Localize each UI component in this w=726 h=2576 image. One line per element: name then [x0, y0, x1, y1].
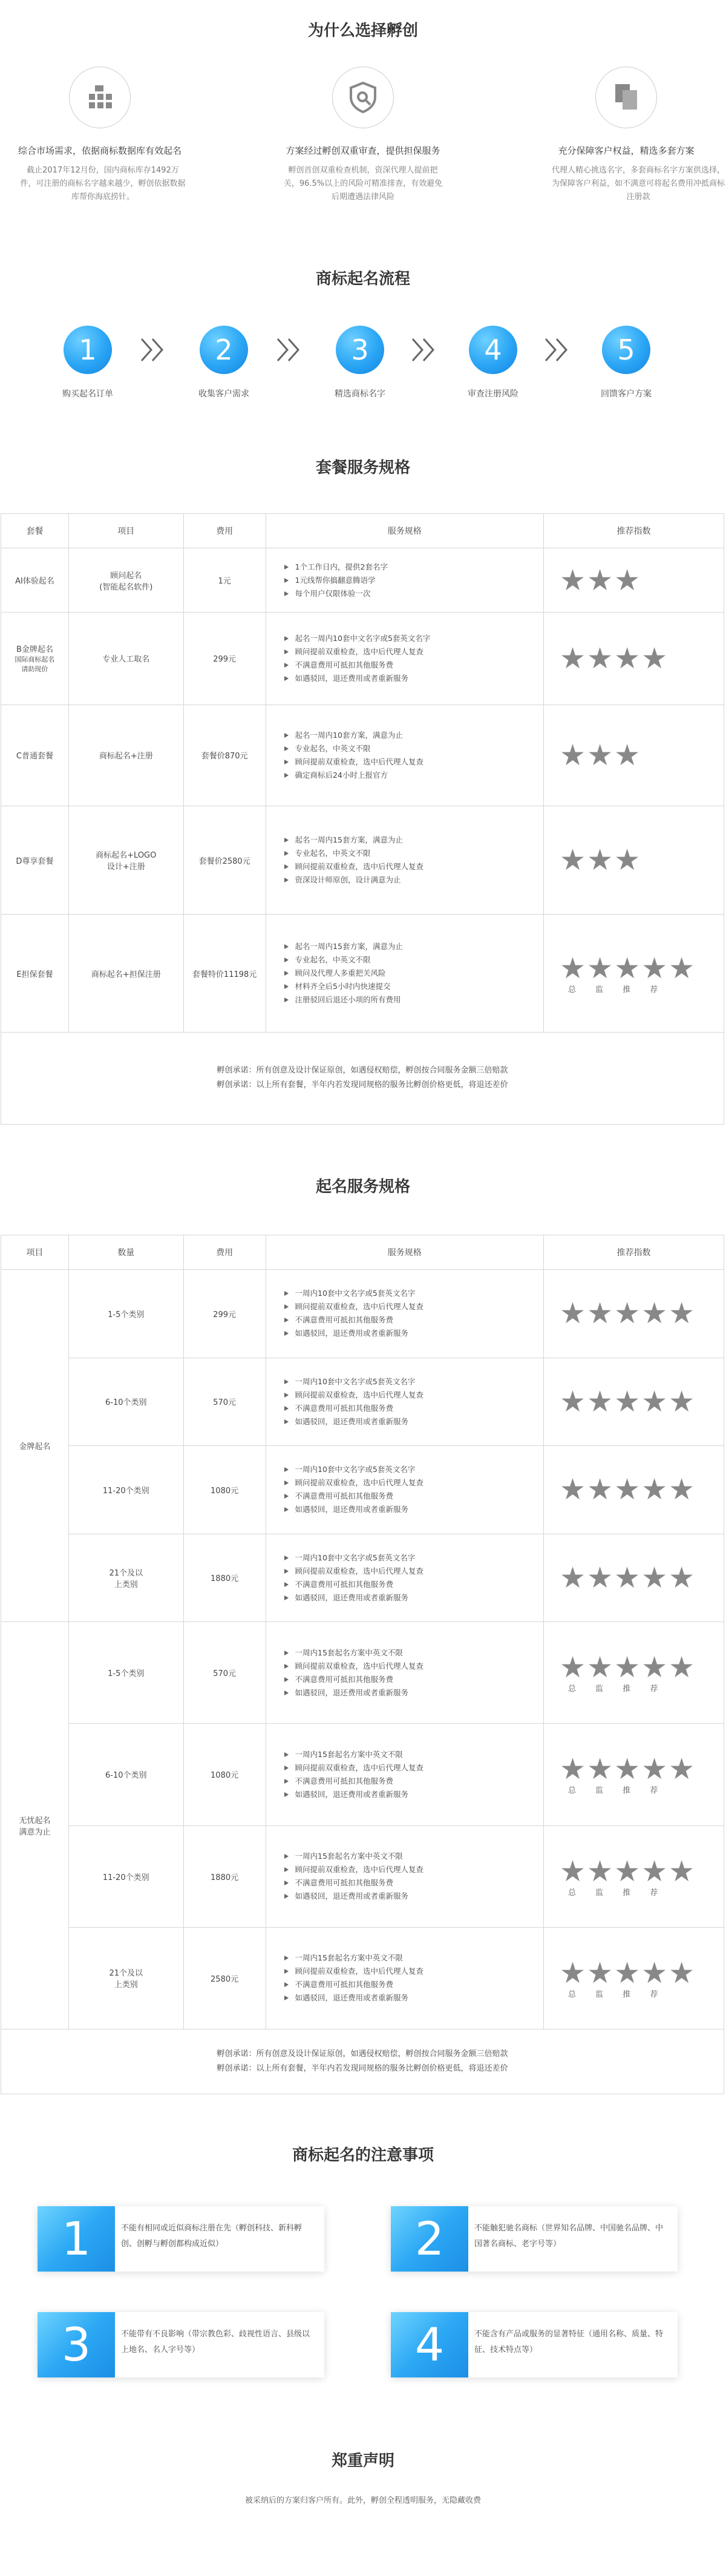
rating-stars: [544, 953, 724, 984]
fee-cell: 570元: [183, 1622, 266, 1724]
step-label: 精选商标名字: [335, 389, 385, 399]
star-icon: ★: [641, 1296, 669, 1331]
rating-cell: [544, 548, 724, 613]
star-icon: ★: [614, 951, 642, 985]
why-text: 代理人精心挑选名字，多套商标名字方案供选择，为保障客户利益，如不满意可将起名费用冲抵商标注册款: [551, 166, 725, 202]
star-icon: ★: [614, 1854, 642, 1888]
star-icon: ★: [560, 1651, 587, 1685]
rating-cell: [544, 1358, 724, 1446]
star-icon: ★: [614, 1384, 642, 1419]
quantity-cell: 6-10个类别: [68, 1724, 183, 1825]
rating-stars: [544, 1298, 724, 1329]
package-project: 商标起名+担保注册: [68, 915, 183, 1033]
star-icon: ★: [614, 1473, 642, 1507]
notice-card: [391, 2312, 678, 2377]
star-icon: ★: [641, 1560, 669, 1595]
star-icon: ★: [587, 1384, 615, 1419]
column-header: 项目: [1, 1235, 69, 1270]
star-icon: ★: [669, 1752, 696, 1787]
rule-item: 顾问提前双重检查，选中后代理人复查: [284, 1965, 544, 1978]
rating-cell: [544, 1724, 724, 1825]
rule-item: 一周内10套中文名字或5套英文名字: [284, 1551, 544, 1565]
rule-item: 如遇驳回，退还费用或者重新服务: [284, 1503, 544, 1516]
package-name-cell: [1, 548, 69, 613]
rules-cell: [266, 613, 543, 705]
rating-cell: [544, 1825, 724, 1927]
rule-item: 顾问提前双重检查，选中后代理人复查: [284, 1660, 544, 1673]
rating-stars: [544, 1474, 724, 1505]
fee-cell: 1880元: [183, 1825, 266, 1927]
chevron-right-icon: [410, 335, 437, 364]
rule-item: 不满意费用可抵扣其他服务费: [284, 1673, 544, 1686]
group-name: 金牌起名: [1, 1270, 69, 1622]
table-row: [1, 1358, 724, 1446]
star-icon: ★: [614, 1560, 642, 1595]
quantity-cell: 11-20个类别: [68, 1446, 183, 1534]
rating-caption: 总 监 推 荐: [568, 985, 658, 994]
star-icon: ★: [614, 563, 642, 597]
notice-text: 不能带有不良影响（带宗教色彩、歧视性语言、县级以上地名、名人字号等）: [121, 2330, 310, 2354]
star-icon: ★: [669, 1651, 696, 1685]
rule-item: 顾问提前双重检查，选中后代理人复查: [284, 1565, 544, 1578]
step-number: 4: [469, 326, 517, 374]
package-name: AI体验起名: [15, 577, 54, 586]
fee-cell: 2580元: [183, 1927, 266, 2029]
why-heading: 综合市场需求，依据商标数据库有效起名: [18, 145, 182, 156]
star-icon: ★: [641, 641, 669, 675]
rule-item: 不满意费用可抵扣其他服务费: [284, 1876, 544, 1890]
rules-cell: [266, 1622, 544, 1724]
table-row: [1, 1825, 724, 1927]
step-number: 1: [64, 326, 112, 374]
rating-cell: [544, 1534, 724, 1622]
table-row: [1, 915, 724, 1033]
package-fee: 套餐价870元: [183, 705, 266, 806]
rules-cell: [266, 1825, 544, 1927]
column-header: 数量: [68, 1235, 183, 1270]
naming-table: [1, 1235, 724, 2094]
rule-item: 如遇驳回，退还费用或者重新服务: [284, 1591, 544, 1605]
rules-cell: [266, 705, 543, 806]
rating-stars: [544, 1753, 724, 1785]
table-header-row: [1, 514, 724, 548]
rating-stars: [544, 643, 724, 674]
star-icon: ★: [587, 1473, 615, 1507]
star-icon: ★: [669, 1956, 696, 1990]
notice-card: [38, 2312, 324, 2377]
why-col-documents: [526, 67, 726, 204]
star-icon: ★: [587, 1651, 615, 1685]
packages-title: 套餐服务规格: [315, 459, 410, 477]
quantity-cell: 1-5个类别: [68, 1622, 183, 1724]
rules-cell: [266, 1927, 544, 2029]
packages-table: [1, 513, 724, 1125]
star-icon: ★: [587, 1560, 615, 1595]
rules-list: [266, 833, 543, 887]
rating-cell: [544, 1622, 724, 1724]
notes-cell: [1, 1032, 724, 1124]
column-header: 套餐: [1, 514, 69, 548]
rules-list: [266, 632, 543, 685]
rule-item: 注册驳回后退还小项的所有费用: [284, 993, 543, 1007]
rule-item: 确定商标后24小时上报官方: [284, 769, 543, 782]
star-icon: ★: [587, 951, 615, 985]
star-icon: ★: [641, 1473, 669, 1507]
process-step: [169, 326, 278, 399]
rating-caption: 总 监 推 荐: [568, 1888, 658, 1898]
note-line: 孵创承诺：所有创意及设计保证原创，如遇侵权赔偿，孵创按合同服务金额三倍赔款: [217, 2049, 508, 2059]
package-name-cell: [1, 806, 69, 914]
star-icon: ★: [560, 1384, 587, 1419]
package-project: 顾问起名 (智能起名软件): [68, 548, 183, 613]
step-label: 审查注册风险: [468, 389, 518, 399]
note-line: 孵创承诺：以上所有套餐，半年内若发现同规格的服务比孵创价格更低，将退还差价: [217, 1080, 508, 1090]
process-step: [439, 326, 548, 399]
step-number: 2: [200, 326, 248, 374]
rule-item: 一周内10套中文名字或5套英文名字: [284, 1375, 544, 1388]
rules-list: [266, 1951, 544, 2005]
rating-stars: [544, 1652, 724, 1683]
star-icon: ★: [641, 1651, 669, 1685]
star-icon: ★: [560, 1752, 587, 1787]
notice-number: 3: [38, 2312, 115, 2377]
star-icon: ★: [587, 641, 615, 675]
star-icon: ★: [560, 738, 587, 772]
rating-stars: [544, 1957, 724, 1989]
rule-item: 如遇驳回，退还费用或者重新服务: [284, 1991, 544, 2005]
column-header: 项目: [68, 514, 183, 548]
star-icon: ★: [641, 1752, 669, 1787]
rule-item: 如遇驳回，退还费用或者重新服务: [284, 1890, 544, 1903]
package-name: E担保套餐: [16, 970, 53, 979]
star-icon: ★: [560, 1296, 587, 1331]
rule-item: 起名一周内15套方案，满意为止: [284, 833, 543, 847]
package-fee: 套餐特价11198元: [183, 915, 266, 1033]
column-header: 推荐指数: [544, 1235, 724, 1270]
package-project: 专业人工取名: [68, 613, 183, 705]
column-header: 费用: [183, 1235, 266, 1270]
star-icon: ★: [669, 1473, 696, 1507]
table-row: [1, 613, 724, 705]
notice-number: 2: [391, 2206, 468, 2272]
rule-item: 不满意费用可抵扣其他服务费: [284, 1978, 544, 1991]
rule-item: 不满意费用可抵扣其他服务费: [284, 1313, 544, 1327]
rule-item: 专业起名，中英文不限: [284, 742, 543, 755]
rule-item: 起名一周内15套方案，满意为止: [284, 940, 543, 953]
shield-icon: [332, 67, 394, 128]
package-name: D尊享套餐: [16, 856, 54, 866]
note-line: 孵创承诺：以上所有套餐，半年内若发现同规格的服务比孵创价格更低，将退还差价: [217, 2064, 508, 2074]
table-row: [1, 705, 724, 806]
quantity-cell: 1-5个类别: [68, 1270, 183, 1358]
star-icon: ★: [641, 951, 669, 985]
table-row: [1, 1927, 724, 2029]
rules-cell: [266, 1446, 544, 1534]
column-header: 费用: [183, 514, 266, 548]
rating-stars: [544, 1386, 724, 1418]
star-icon: ★: [560, 951, 587, 985]
table-row: [1, 1724, 724, 1825]
rules-cell: [266, 548, 543, 613]
star-icon: ★: [587, 1956, 615, 1990]
naming-title: 起名服务规格: [315, 1178, 410, 1196]
rules-cell: [266, 1358, 544, 1446]
rule-item: 顾问提前双重检查，选中后代理人复查: [284, 1863, 544, 1876]
star-icon: ★: [669, 1384, 696, 1419]
star-icon: ★: [614, 1651, 642, 1685]
package-name-sub: 国际商标起名 请助现价: [15, 656, 55, 674]
rule-item: 如遇驳回，退还费用或者重新服务: [284, 672, 543, 685]
rule-item: 一周内15套起名方案中英文不限: [284, 1951, 544, 1965]
rating-caption: 总 监 推 荐: [568, 1684, 658, 1694]
column-header: 服务规格: [266, 1235, 544, 1270]
star-icon: ★: [614, 738, 642, 772]
star-icon: ★: [560, 1473, 587, 1507]
rule-item: 不满意费用可抵扣其他服务费: [284, 1578, 544, 1591]
process-step: [33, 326, 142, 399]
declaration-title: 郑重声明: [331, 2452, 394, 2470]
rules-list: [266, 1287, 544, 1340]
package-name: B金牌起名: [16, 645, 53, 655]
step-label: 购买起名订单: [62, 389, 113, 399]
table-row: [1, 806, 724, 914]
rules-list: [266, 1375, 544, 1428]
rule-item: 一周内15套起名方案中英文不限: [284, 1748, 544, 1761]
notice-text: 不能触犯驰名商标（世界知名品牌、中国驰名品牌、中国著名商标、老字号等）: [474, 2224, 664, 2249]
rating-stars: [544, 740, 724, 771]
rule-item: 顾问提前双重检查，选中后代理人复查: [284, 1300, 544, 1313]
why-heading: 充分保障客户权益，精选多套方案: [558, 145, 695, 156]
step-number: 5: [602, 326, 650, 374]
rule-item: 一周内10套中文名字或5套英文名字: [284, 1287, 544, 1300]
package-fee: 套餐价2580元: [183, 806, 266, 914]
star-icon: ★: [560, 641, 587, 675]
star-icon: ★: [614, 1752, 642, 1787]
star-icon: ★: [641, 1956, 669, 1990]
rules-cell: [266, 915, 543, 1033]
rules-list: [266, 940, 543, 1007]
quantity-cell: 11-20个类别: [68, 1825, 183, 1927]
fee-cell: 1080元: [183, 1724, 266, 1825]
rules-cell: [266, 1724, 544, 1825]
star-icon: ★: [587, 1854, 615, 1888]
rule-item: 每个用户仅限体验一次: [284, 587, 543, 600]
package-name-cell: [1, 705, 69, 806]
table-row: [1, 1622, 724, 1724]
star-icon: ★: [560, 1560, 587, 1595]
chevron-right-icon: [543, 335, 570, 364]
notice-card: [38, 2206, 324, 2272]
group-name: 无忧起名 满意为止: [1, 1622, 69, 2029]
star-icon: ★: [669, 1854, 696, 1888]
notice-number: 4: [391, 2312, 468, 2377]
rules-list: [266, 1748, 544, 1801]
column-header: 服务规格: [266, 514, 543, 548]
notice-text: 不能有相同或近似商标注册在先（孵创科技、新科孵创、创孵与孵创都构成近似）: [121, 2224, 302, 2249]
rule-item: 顾问提前双重检查，选中后代理人复查: [284, 1476, 544, 1490]
quantity-cell: 6-10个类别: [68, 1358, 183, 1446]
process-title: 商标起名流程: [315, 270, 410, 288]
rule-item: 顾问提前双重检查，选中后代理人复查: [284, 755, 543, 769]
star-icon: ★: [587, 1752, 615, 1787]
rating-stars: [544, 565, 724, 596]
table-row: [1, 1270, 724, 1358]
star-icon: ★: [560, 563, 587, 597]
star-icon: ★: [587, 1296, 615, 1331]
rule-item: 1个工作日内，提供2套名字: [284, 560, 543, 574]
rules-list: [266, 1551, 544, 1605]
notes-row: [1, 1032, 724, 1124]
rating-cell: [544, 806, 724, 914]
rule-item: 不满意费用可抵扣其他服务费: [284, 1775, 544, 1788]
rules-list: [266, 1850, 544, 1903]
rules-list: [266, 560, 543, 600]
step-label: 回馈客户方案: [601, 389, 652, 399]
star-icon: ★: [560, 1956, 587, 1990]
rules-cell: [266, 806, 543, 914]
why-heading: 方案经过孵创双重审查，提供担保服务: [286, 145, 440, 156]
rule-item: 顾问提前双重检查，选中后代理人复查: [284, 1761, 544, 1775]
package-project: 商标起名+LOGO 设计+注册: [68, 806, 183, 914]
quantity-cell: 21个及以 上类别: [68, 1534, 183, 1622]
star-icon: ★: [641, 1854, 669, 1888]
package-fee: 1元: [183, 548, 266, 613]
table-row: [1, 548, 724, 613]
star-icon: ★: [587, 563, 615, 597]
why-col-shield: [263, 67, 463, 204]
rule-item: 1元线帮你搞翻意腾语学: [284, 574, 543, 587]
rating-caption: 总 监 推 荐: [568, 1990, 658, 1999]
rating-caption: 总 监 推 荐: [568, 1786, 658, 1796]
rating-cell: [544, 1270, 724, 1358]
why-col-database: [0, 67, 200, 204]
star-icon: ★: [669, 1560, 696, 1595]
rating-stars: [544, 844, 724, 876]
rule-item: 资深设计师原创，设计满意为止: [284, 873, 543, 887]
notice-number: 1: [38, 2206, 115, 2272]
notice-title: 商标起名的注意事项: [292, 2146, 434, 2164]
rules-cell: [266, 1534, 544, 1622]
table-row: [1, 1446, 724, 1534]
star-icon: ★: [641, 1384, 669, 1419]
fee-cell: 570元: [183, 1358, 266, 1446]
why-title: 为什么选择孵创: [307, 22, 418, 40]
rule-item: 顾问提前双重检查，选中后代理人复查: [284, 860, 543, 873]
package-name: C普通套餐: [16, 752, 53, 761]
rating-cell: [544, 1927, 724, 2029]
chevron-right-icon: [275, 335, 302, 364]
rules-cell: [266, 1270, 544, 1358]
fee-cell: 1080元: [183, 1446, 266, 1534]
why-text: 孵创首创双重检查机制，资深代理人提前把关，96.5%以上的风险可精准排查，有效避免后期遭遇法律风险: [283, 166, 443, 202]
star-icon: ★: [560, 1854, 587, 1888]
why-text: 截止2017年12月份，国内商标库存1492万件，可注册的商标名字越来越少，孵创依据数据库帮你海底捞针。: [20, 166, 186, 202]
quantity-cell: 21个及以 上类别: [68, 1927, 183, 2029]
star-icon: ★: [614, 1956, 642, 1990]
notes-row: [1, 2029, 724, 2094]
rules-list: [266, 1646, 544, 1700]
rating-cell: [544, 1446, 724, 1534]
notice-text: 不能含有产品或服务的显著特征（通用名称、质量、特征、技术特点等）: [474, 2330, 664, 2354]
star-icon: ★: [614, 641, 642, 675]
package-fee: 299元: [183, 613, 266, 705]
fee-cell: 1880元: [183, 1534, 266, 1622]
process-step: [306, 326, 414, 399]
chevron-right-icon: [139, 335, 166, 364]
rating-cell: [544, 915, 724, 1033]
star-icon: ★: [587, 738, 615, 772]
rating-stars: [544, 1856, 724, 1887]
star-icon: ★: [560, 843, 587, 878]
rules-list: [266, 729, 543, 782]
rating-stars: [544, 1562, 724, 1594]
declaration-text: 被采纳后的方案归客户所有。此外，孵创全程透明服务，无隐藏收费: [244, 2496, 481, 2505]
rule-item: 起名一周内10套方案，满意为止: [284, 729, 543, 742]
rule-item: 如遇驳回，退还费用或者重新服务: [284, 1327, 544, 1340]
rule-item: 一周内10套中文名字或5套英文名字: [284, 1463, 544, 1476]
package-project: 商标起名+注册: [68, 705, 183, 806]
rating-cell: [544, 613, 724, 705]
rule-item: 专业起名，中英文不限: [284, 847, 543, 860]
rule-item: 如遇驳回，退还费用或者重新服务: [284, 1788, 544, 1801]
process-step: [572, 326, 681, 399]
rule-item: 不满意费用可抵扣其他服务费: [284, 659, 543, 672]
rule-item: 一周内15套起名方案中英文不限: [284, 1646, 544, 1660]
table-header-row: [1, 1235, 724, 1270]
notes-cell: [1, 2029, 724, 2094]
rules-list: [266, 1463, 544, 1516]
rule-item: 顾问提前双重检查，选中后代理人复查: [284, 1388, 544, 1402]
note-line: 孵创承诺：所有创意及设计保证原创，如遇侵权赔偿，孵创按合同服务金额三倍赔款: [217, 1066, 508, 1076]
star-icon: ★: [614, 843, 642, 878]
fee-cell: 299元: [183, 1270, 266, 1358]
table-row: [1, 1534, 724, 1622]
rule-item: 顾问提前双重检查，选中后代理人复查: [284, 645, 543, 659]
star-icon: ★: [587, 843, 615, 878]
star-icon: ★: [669, 1296, 696, 1331]
step-number: 3: [336, 326, 384, 374]
rule-item: 如遇驳回，退还费用或者重新服务: [284, 1415, 544, 1428]
rule-item: 一周内15套起名方案中英文不限: [284, 1850, 544, 1863]
column-header: 推荐指数: [544, 514, 724, 548]
rule-item: 如遇驳回，退还费用或者重新服务: [284, 1686, 544, 1700]
database-icon: [69, 67, 131, 128]
rule-item: 材料齐全后5小时内快速提交: [284, 980, 543, 993]
rule-item: 不满意费用可抵扣其他服务费: [284, 1402, 544, 1415]
package-name-cell: [1, 915, 69, 1033]
star-icon: ★: [614, 1296, 642, 1331]
rule-item: 专业起名，中英文不限: [284, 953, 543, 967]
rule-item: 起名一周内10套中文名字或5套英文名字: [284, 632, 543, 645]
documents-icon: [595, 67, 657, 128]
rating-cell: [544, 705, 724, 806]
star-icon: ★: [669, 951, 696, 985]
package-name-cell: [1, 613, 69, 705]
notice-card: [391, 2206, 678, 2272]
step-label: 收集客户需求: [198, 389, 249, 399]
rule-item: 顾问及代理人多重把关风险: [284, 967, 543, 980]
rule-item: 不满意费用可抵扣其他服务费: [284, 1490, 544, 1503]
